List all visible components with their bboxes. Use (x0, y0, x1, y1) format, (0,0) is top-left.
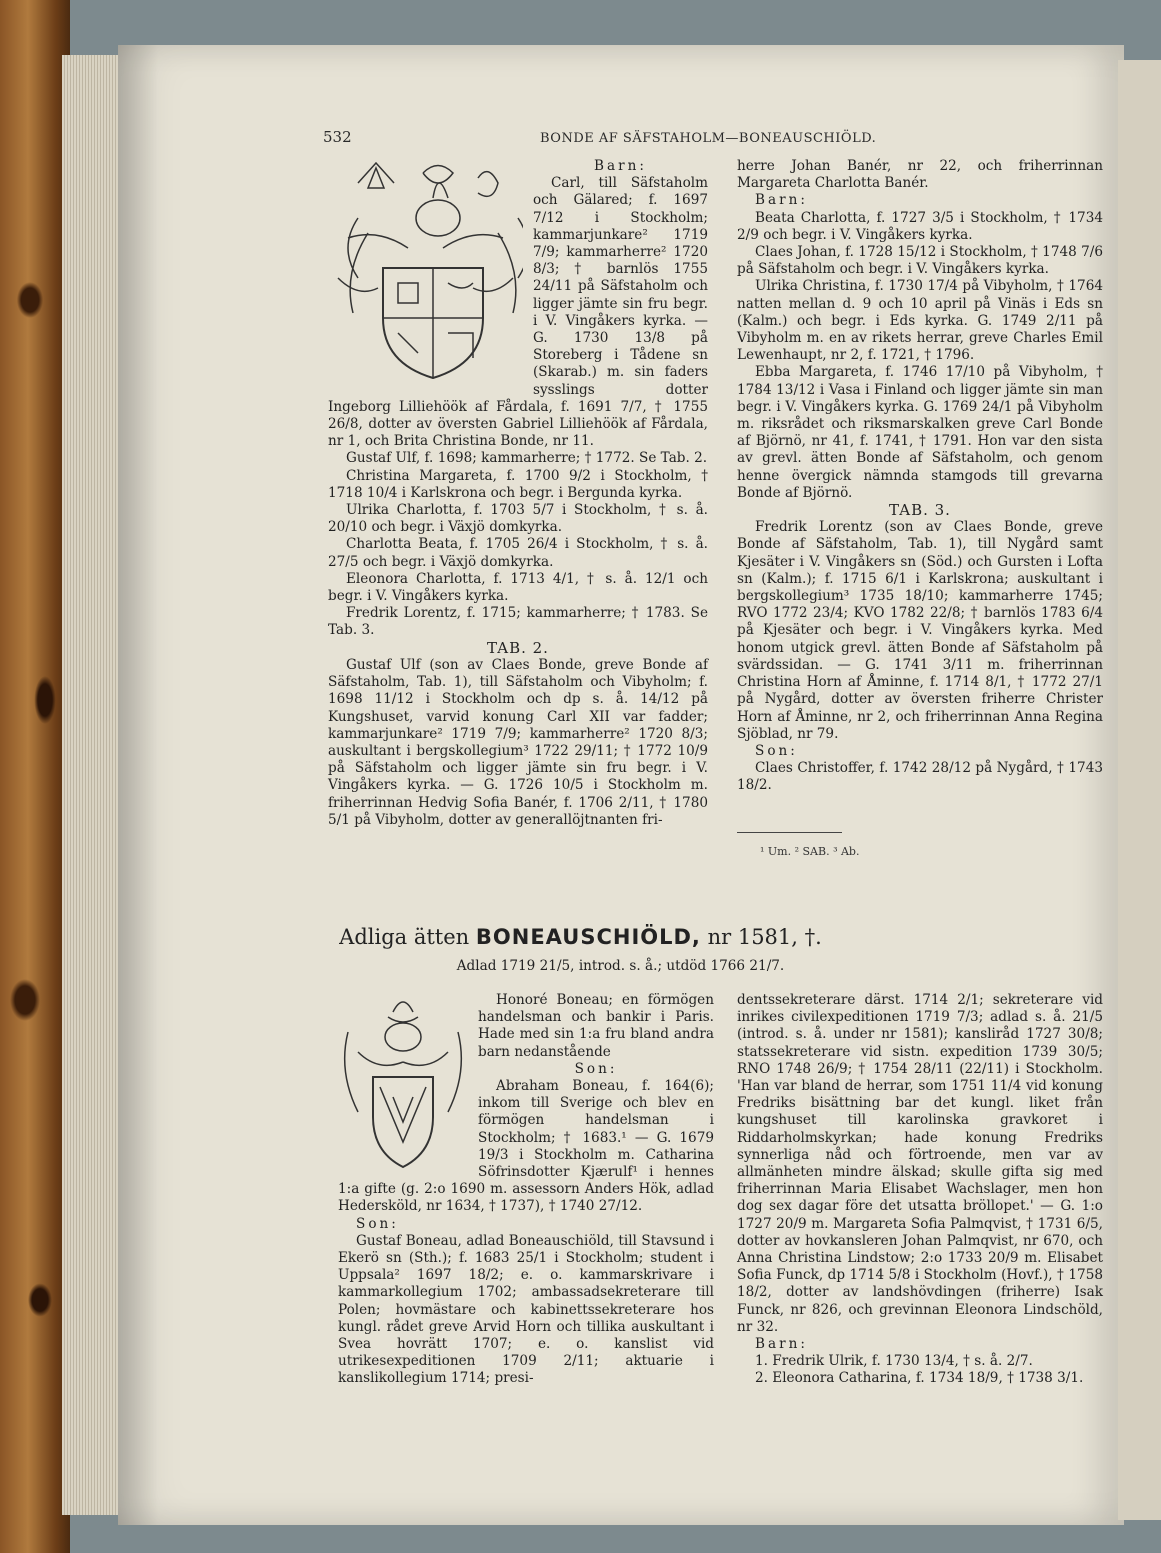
entry-eleonora: Eleonora Charlotta, f. 1713 4/1, † s. å. 12/1 och begr. i V. Vingåkers kyrka. (328, 570, 708, 605)
column-left-bottom (338, 992, 714, 1388)
coat-of-arms-bonde-icon (328, 158, 523, 383)
tab3-heading: TAB. 3. (889, 501, 951, 520)
column-right-bottom (737, 992, 1103, 1388)
spine-shadow (118, 45, 158, 1525)
column-left-top (328, 158, 708, 829)
next-page-edge (1118, 60, 1161, 1520)
entry-ulrika-christina: Ulrika Christina, f. 1730 17/4 på Vibyholm, † 1764 natten mellan d. 9 och 10 april på Vinäs i Eds sn (Kalm.) och begr. i Eds kyrka. G. 1749 2/11 på Vibyholm m. en av rikets herrar, greve Charles Emil Lewenhaupt, nr 2, f. 1721, † 1796. (737, 278, 1103, 364)
entry-child-2: 2. Eleonora Catharina, f. 1734 18/9, † 1738 3/1. (755, 1370, 1084, 1387)
entry-gustaf-ulf: Gustaf Ulf, f. 1698; kammarherre; † 1772. Se Tab. 2. (346, 450, 708, 467)
continuation-text: herre Johan Banér, nr 22, och friherrinnan Margareta Charlotta Banér. (737, 158, 1103, 192)
footnotes: ¹ Um. ² SAB. ³ Ab. (760, 845, 860, 858)
title-post: nr 1581, †. (707, 925, 822, 949)
entry-abraham: Abraham Boneau, f. 164(6); inkom till Sverige och blev en förmögen handelsman i Stockholm; † 1683.¹ — G. 1679 19/3 i Stockholm m. Catharina Söfrinsdotter Kjærulf¹ i hennes 1:a gifte (g. 2:o 1690 m. assessorn Anders Hök, adlad Hedersköld, nr 1634, † 1737), † 1740 27/12. (338, 1078, 714, 1215)
section-title (0, 925, 1161, 949)
entry-honore: Honoré Boneau; en förmögen handelsman och bankir i Paris. Hade med sin 1:a fru bland andra barn nedanstående (478, 992, 714, 1060)
barn-heading: Barn: (594, 158, 647, 174)
entry-beata: Beata Charlotta, f. 1727 3/5 i Stockholm, † 1734 2/9 och begr. i V. Vingåkers kyrka. (737, 209, 1103, 243)
entry-christina: Christina Margareta, f. 1700 9/2 i Stockholm, † 1718 10/4 i Karlskrona och begr. i Bergunda kyrka. (328, 467, 708, 501)
book-cover-marbled (0, 0, 70, 1553)
barn-heading-2: Barn: (755, 192, 808, 209)
entry-fredrik: Fredrik Lorentz, f. 1715; kammarherre; † 1783. Se Tab. 3. (328, 605, 708, 639)
entry-ulrika: Ulrika Charlotta, f. 1703 5/7 i Stockholm, † s. å. 20/10 och begr. i Växjö domkyrka. (328, 502, 708, 536)
coat-of-arms-boneauschiold-icon (338, 992, 468, 1172)
section-subtitle: Adlad 1719 21/5, introd. s. å.; utdöd 1766 21/7. (456, 958, 785, 974)
family-name: BONEAUSCHIÖLD, (475, 925, 701, 949)
barn-heading-3: Barn: (755, 1336, 808, 1353)
entry-ebba: Ebba Margareta, f. 1746 17/10 på Vibyholm, † 1784 13/12 i Vasa i Finland och ligger jämte sin man begr. i V. Vingåkers kyrka. G. 1769 24/1 på Vibyholm m. riksrådet och riksmarskalken greve Carl Bonde af Björnö, nr 41, f. 1741, † 1791. Hon var den sista av grevl. ätten Bonde af Säfstaholm, och genom henne övergick nämnda stamgods till grevarna Bonde af Björnö. (737, 364, 1103, 501)
page-number: 532 (323, 128, 352, 146)
son-heading-2: Son: (574, 1060, 618, 1077)
running-title: BONDE AF SÄFSTAHOLM—BONEAUSCHIÖLD. (540, 131, 877, 146)
son-heading-3: Son: (356, 1215, 399, 1232)
column-right-top (737, 158, 1103, 795)
entry-child-1: 1. Fredrik Ulrik, f. 1730 13/4, † s. å. 2/7. (755, 1353, 1033, 1370)
entry-gustaf-cont: dentssekreterare därst. 1714 2/1; sekreterare vid inrikes civilexpeditionen 1719 7/3; adlad s. å. 21/5 (introd. s. å. under nr 1581); kansliråd 1727 30/8; statssekreterare vid sistn. expedition 1739 30/5; RNO 1748 26/9; † 1754 28/11 (22/11) i Stockholm. 'Han var bland de herrar, som 1751 11/4 vid konung Fredriks bisättning bar det kungl. liket från kungshuset till karolinska gravkoret i Riddarholmskyrkan; hade konung Fredriks synnerliga nåd och förtroende, men var av allmänheten mindre älskad; skulle gifta sig med friherrinnan Maria Elisabet Wachslager, men hon dog sex dagar före det utsatta bröllopet.' — G. 1:o 1727 20/9 m. Margareta Sofia Palmqvist, † 1731 6/5, dotter av hovkansleren Johan Palmqvist, nr 670, och Anna Christina Lindstow; 2:o 1733 20/9 m. Elisabet Sofia Funck, dp 1714 5/8 i Stockholm (Hovf.), † 1758 18/2, dotter av landshövdingen (friherre) Isak Funck, nr 826, och grevinnan Eleonora Lindschöld, nr 32. (737, 992, 1103, 1335)
footnote-rule (737, 832, 842, 833)
entry-claes-johan: Claes Johan, f. 1728 15/12 i Stockholm, † 1748 7/6 på Säfstaholm och begr. i V. Vingåkers kyrka. (737, 244, 1103, 278)
tab3-text: Fredrik Lorentz (son av Claes Bonde, greve Bonde af Säfstaholm, Tab. 1), till Nygård samt Kjesäter i V. Vingåkers sn (Söd.) och Gursten i Lofta sn (Kalm.); f. 1715 6/1 i Karlskrona; auskultant i bergskollegium³ 1735 18/10; kammarherre 1745; RVO 1772 23/4; KVO 1782 22/8; † barnlös 1783 6/4 på Kjesäter och begr. i V. Vingåkers kyrka. Med honom utgick grevl. ätten Bonde af Säfstaholm på svärdssidan. — G. 1741 3/11 m. friherrinnan Christina Horn af Åminne, f. 1714 8/1, † 1772 27/1 på Nygård, dotter av översten friherre Christer Horn af Åminne, nr 2, och friherrinnan Anna Regina Sjöblad, nr 79. (737, 519, 1103, 742)
son-heading: Son: (755, 742, 798, 759)
entry-gustaf-boneau: Gustaf Boneau, adlad Boneauschiöld, till Stavsund i Ekerö sn (Sth.); f. 1683 25/1 i Stockholm; student i Uppsala² 1697 18/2; e. o. kammarskrivare i kammarkollegium 1702; ambassadsekreterare till Polen; hovmästare och kabinettssekreterare hos kungl. rådet greve Arvid Horn och tillika auskultant i Svea hovrätt 1707; e. o. kanslist vid utrikesexpeditionen 1709 2/11; aktuarie i kanslikollegium 1714; presi- (338, 1232, 714, 1387)
tab2-text: Gustaf Ulf (son av Claes Bonde, greve Bonde af Säfstaholm, Tab. 1), till Säfstaholm och Vibyholm; f. 1698 11/12 i Stockholm och dp s. å. 14/12 på Kungshuset, varvid konung Carl XII var fadder; kammarjunkare² 1719 7/9; kammarherre² 1720 8/3; auskultant i bergskollegium³ 1722 29/11; † 1772 10/9 på Säfstaholm och ligger jämte sin fru begr. i V. Vingåkers kyrka. — G. 1726 10/5 i Stockholm m. friherrinnan Hedvig Sofia Banér, f. 1706 2/11, † 1780 5/1 på Vibyholm, dotter av generallöjtnanten fri- (328, 656, 708, 828)
entry-claes-christoffer: Claes Christoffer, f. 1742 28/12 på Nygård, † 1743 18/2. (737, 760, 1103, 794)
entry-carl: Carl, till Säfstaholm och Gälared; f. 1697 7/12 i Stockholm; kammarjunkare² 1719 7/9; kammarherre² 1720 8/3; † barnlös 1755 24/11 på Säfstaholm och ligger jämte sin fru begr. i V. Vingåkers kyrka. — G. 1730 13/8 på Storeberg i Tådene sn (Skarab.) m. sin faders sysslings dotter Ingeborg Lilliehöök af Fårdala, f. 1691 7/7, † 1755 26/8, dotter av översten Gabriel Lilliehöök af Fårdala, nr 1, och Brita Christina Bonde, nr 11. (328, 175, 708, 450)
title-pre: Adliga ätten (339, 925, 470, 949)
tab2-heading: TAB. 2. (487, 638, 549, 657)
entry-charlotta: Charlotta Beata, f. 1705 26/4 i Stockholm, † s. å. 27/5 och begr. i Växjö domkyrka. (328, 536, 708, 570)
